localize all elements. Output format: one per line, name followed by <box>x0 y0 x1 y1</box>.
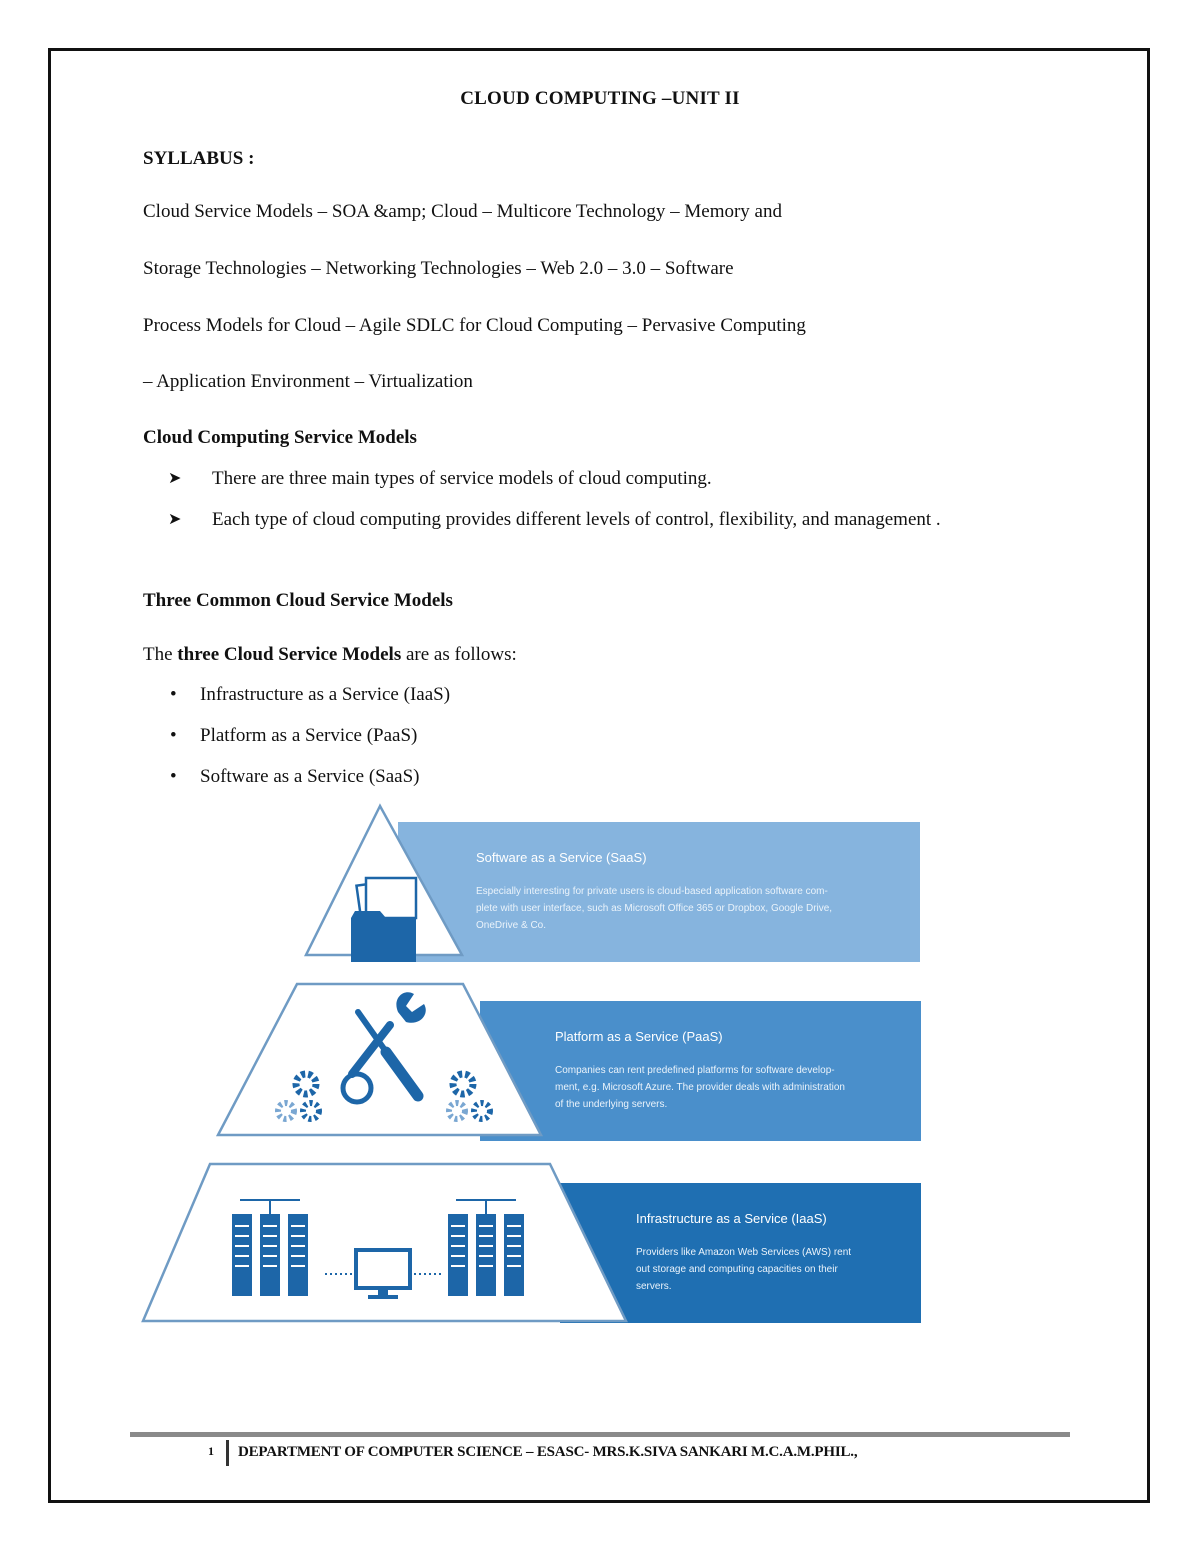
arrow-list-text: Each type of cloud computing provides different levels of control, flexibility, and management . <box>212 509 941 530</box>
bullet-list-text: Software as a Service (SaaS) <box>200 766 420 787</box>
bullet-dot-icon: • <box>170 766 177 787</box>
paas-title: Platform as a Service (PaaS) <box>555 1029 723 1044</box>
footer-rule <box>130 1432 1070 1437</box>
saas-text-line: OneDrive & Co. <box>476 920 547 931</box>
paas-text-line: ment, e.g. Microsoft Azure. The provider deals with administration <box>555 1082 845 1093</box>
intro-bold: three Cloud Service Models <box>177 644 402 665</box>
common-models-heading: Three Common Cloud Service Models <box>143 590 453 611</box>
syllabus-line: Storage Technologies – Networking Technologies – Web 2.0 – 3.0 – Software <box>143 258 734 279</box>
bullet-list-text: Platform as a Service (PaaS) <box>200 725 418 746</box>
iaas-text-line: Providers like Amazon Web Services (AWS) rent <box>636 1247 852 1258</box>
bullet-dot-icon: • <box>170 725 177 746</box>
server-icon <box>232 1200 308 1296</box>
footer-text: DEPARTMENT OF COMPUTER SCIENCE – ESASC- MRS.K.SIVA SANKARI M.C.A.M.PHIL., <box>238 1444 858 1460</box>
iaas-title: Infrastructure as a Service (IaaS) <box>636 1211 827 1226</box>
arrow-list-item <box>168 501 998 538</box>
saas-title: Software as a Service (SaaS) <box>476 850 647 865</box>
syllabus-line: Process Models for Cloud – Agile SDLC for Cloud Computing – Pervasive Computing <box>143 315 806 336</box>
paas-text-line: Companies can rent predefined platforms for software develop- <box>555 1065 835 1076</box>
syllabus-heading: SYLLABUS : <box>143 148 255 169</box>
syllabus-line: Cloud Service Models – SOA &amp; Cloud – Multicore Technology – Memory and <box>143 201 782 222</box>
iaas-text-line: servers. <box>636 1281 672 1292</box>
page-title: CLOUD COMPUTING –UNIT II <box>460 88 740 109</box>
arrow-bullet-icon: ➤ <box>168 511 182 528</box>
service-model-pyramid-figure <box>140 800 930 1340</box>
server-icon <box>448 1200 524 1296</box>
arrow-bullet-icon: ➤ <box>168 470 182 487</box>
syllabus-line: – Application Environment – Virtualization <box>143 371 473 392</box>
paas-text-line: of the underlying servers. <box>555 1099 668 1110</box>
saas-text-line: Especially interesting for private users is cloud-based application software com- <box>476 886 828 897</box>
intro-suffix: are as follows: <box>401 644 517 665</box>
intro-prefix: The <box>143 644 178 665</box>
common-models-intro <box>143 644 517 666</box>
bullet-dot-icon: • <box>170 684 177 705</box>
saas-text-line: plete with user interface, such as Microsoft Office 365 or Dropbox, Google Drive, <box>476 903 833 914</box>
arrow-list-text: There are three main types of service models of cloud computing. <box>212 468 712 489</box>
iaas-text-line: out storage and computing capacities on their <box>636 1264 838 1275</box>
service-models-heading: Cloud Computing Service Models <box>143 427 417 448</box>
footer-divider <box>226 1440 229 1466</box>
folder-icon <box>351 878 416 962</box>
bullet-list-text: Infrastructure as a Service (IaaS) <box>200 684 451 705</box>
footer-page-number: 1 <box>208 1444 214 1458</box>
arrow-list-item <box>168 460 998 497</box>
